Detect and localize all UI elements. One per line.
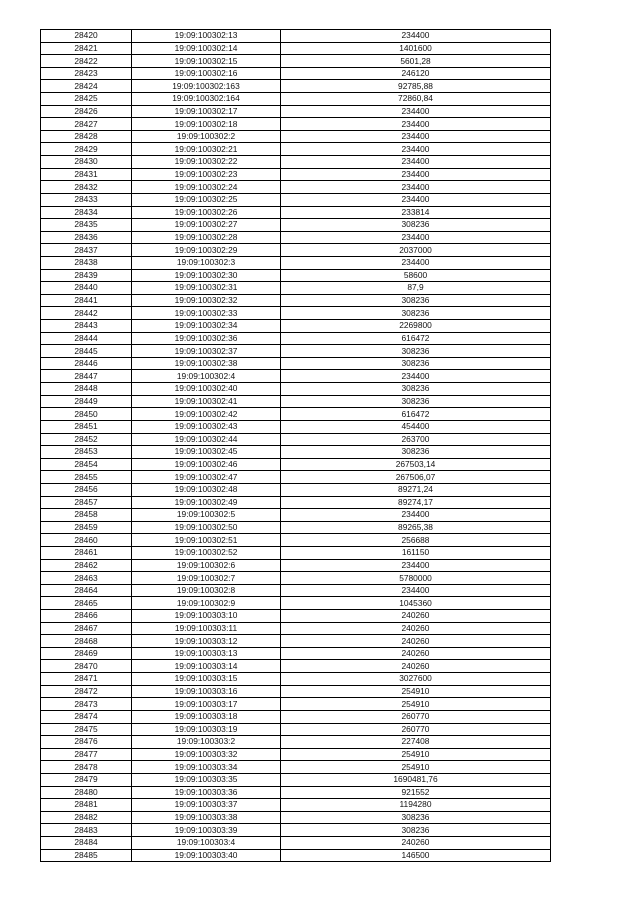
row-number-cell: 28467 bbox=[41, 622, 132, 635]
table-row bbox=[41, 294, 551, 307]
row-number-cell: 28465 bbox=[41, 597, 132, 610]
row-number-cell: 28476 bbox=[41, 736, 132, 749]
row-number-cell: 28444 bbox=[41, 332, 132, 345]
cadastral-number-cell: 19:09:100302:4 bbox=[132, 370, 281, 383]
value-cell: 254910 bbox=[281, 761, 551, 774]
row-number-cell: 28443 bbox=[41, 320, 132, 333]
row-number-cell: 28457 bbox=[41, 496, 132, 509]
value-cell: 308236 bbox=[281, 345, 551, 358]
cadastral-number-cell: 19:09:100302:32 bbox=[132, 294, 281, 307]
row-number-cell: 28453 bbox=[41, 446, 132, 459]
row-number-cell: 28473 bbox=[41, 698, 132, 711]
cadastral-number-cell: 19:09:100303:2 bbox=[132, 736, 281, 749]
table-row bbox=[41, 156, 551, 169]
cadastral-number-cell: 19:09:100303:36 bbox=[132, 786, 281, 799]
row-number-cell: 28448 bbox=[41, 383, 132, 396]
table-row bbox=[41, 395, 551, 408]
table-row bbox=[41, 837, 551, 850]
table-row bbox=[41, 559, 551, 572]
value-cell: 2037000 bbox=[281, 244, 551, 257]
cadastral-number-cell: 19:09:100302:29 bbox=[132, 244, 281, 257]
cadastral-number-cell: 19:09:100302:33 bbox=[132, 307, 281, 320]
cadastral-number-cell: 19:09:100302:45 bbox=[132, 446, 281, 459]
row-number-cell: 28460 bbox=[41, 534, 132, 547]
table-row bbox=[41, 93, 551, 106]
row-number-cell: 28483 bbox=[41, 824, 132, 837]
cadastral-number-cell: 19:09:100302:15 bbox=[132, 55, 281, 68]
table-row bbox=[41, 168, 551, 181]
value-cell: 1194280 bbox=[281, 799, 551, 812]
row-number-cell: 28454 bbox=[41, 458, 132, 471]
cadastral-number-cell: 19:09:100302:43 bbox=[132, 420, 281, 433]
table-row bbox=[41, 345, 551, 358]
value-cell: 616472 bbox=[281, 408, 551, 421]
row-number-cell: 28481 bbox=[41, 799, 132, 812]
row-number-cell: 28450 bbox=[41, 408, 132, 421]
value-cell: 308236 bbox=[281, 811, 551, 824]
cadastral-number-cell: 19:09:100302:6 bbox=[132, 559, 281, 572]
cadastral-number-cell: 19:09:100303:4 bbox=[132, 837, 281, 850]
table-row bbox=[41, 458, 551, 471]
cadastral-number-cell: 19:09:100303:40 bbox=[132, 849, 281, 862]
cadastral-number-cell: 19:09:100302:21 bbox=[132, 143, 281, 156]
value-cell: 308236 bbox=[281, 294, 551, 307]
value-cell: 89271,24 bbox=[281, 483, 551, 496]
row-number-cell: 28480 bbox=[41, 786, 132, 799]
row-number-cell: 28470 bbox=[41, 660, 132, 673]
value-cell: 260770 bbox=[281, 710, 551, 723]
value-cell: 234400 bbox=[281, 231, 551, 244]
cadastral-number-cell: 19:09:100302:26 bbox=[132, 206, 281, 219]
cadastral-number-cell: 19:09:100302:28 bbox=[132, 231, 281, 244]
cadastral-number-cell: 19:09:100302:163 bbox=[132, 80, 281, 93]
row-number-cell: 28421 bbox=[41, 42, 132, 55]
cadastral-number-cell: 19:09:100302:164 bbox=[132, 93, 281, 106]
table-row bbox=[41, 181, 551, 194]
row-number-cell: 28471 bbox=[41, 673, 132, 686]
value-cell: 234400 bbox=[281, 181, 551, 194]
row-number-cell: 28468 bbox=[41, 635, 132, 648]
value-cell: 240260 bbox=[281, 647, 551, 660]
table-row bbox=[41, 244, 551, 257]
table-row bbox=[41, 471, 551, 484]
value-cell: 227408 bbox=[281, 736, 551, 749]
value-cell: 240260 bbox=[281, 622, 551, 635]
cadastral-number-cell: 19:09:100302:40 bbox=[132, 383, 281, 396]
value-cell: 308236 bbox=[281, 824, 551, 837]
cadastral-number-cell: 19:09:100302:50 bbox=[132, 521, 281, 534]
row-number-cell: 28451 bbox=[41, 420, 132, 433]
value-cell: 234400 bbox=[281, 559, 551, 572]
table-row bbox=[41, 307, 551, 320]
value-cell: 92785,88 bbox=[281, 80, 551, 93]
row-number-cell: 28423 bbox=[41, 67, 132, 80]
table-row bbox=[41, 736, 551, 749]
table-row bbox=[41, 383, 551, 396]
value-cell: 234400 bbox=[281, 130, 551, 143]
table-row bbox=[41, 521, 551, 534]
table-row bbox=[41, 206, 551, 219]
value-cell: 254910 bbox=[281, 698, 551, 711]
value-cell: 58600 bbox=[281, 269, 551, 282]
table-row bbox=[41, 761, 551, 774]
cadastral-number-cell: 19:09:100302:9 bbox=[132, 597, 281, 610]
value-cell: 308236 bbox=[281, 395, 551, 408]
cadastral-number-cell: 19:09:100302:51 bbox=[132, 534, 281, 547]
table-row bbox=[41, 357, 551, 370]
row-number-cell: 28436 bbox=[41, 231, 132, 244]
row-number-cell: 28474 bbox=[41, 710, 132, 723]
cadastral-number-cell: 19:09:100303:35 bbox=[132, 773, 281, 786]
cadastral-number-cell: 19:09:100302:37 bbox=[132, 345, 281, 358]
table-row bbox=[41, 496, 551, 509]
value-cell: 234400 bbox=[281, 193, 551, 206]
table-row bbox=[41, 42, 551, 55]
row-number-cell: 28422 bbox=[41, 55, 132, 68]
cadastral-number-cell: 19:09:100302:47 bbox=[132, 471, 281, 484]
value-cell: 233814 bbox=[281, 206, 551, 219]
value-cell: 234400 bbox=[281, 105, 551, 118]
cadastral-number-cell: 19:09:100303:13 bbox=[132, 647, 281, 660]
row-number-cell: 28458 bbox=[41, 509, 132, 522]
value-cell: 246120 bbox=[281, 67, 551, 80]
cadastral-number-cell: 19:09:100302:5 bbox=[132, 509, 281, 522]
row-number-cell: 28464 bbox=[41, 584, 132, 597]
table-row bbox=[41, 572, 551, 585]
cadastral-number-cell: 19:09:100303:32 bbox=[132, 748, 281, 761]
row-number-cell: 28430 bbox=[41, 156, 132, 169]
cadastral-number-cell: 19:09:100302:48 bbox=[132, 483, 281, 496]
cadastral-number-cell: 19:09:100303:17 bbox=[132, 698, 281, 711]
cadastral-number-cell: 19:09:100302:8 bbox=[132, 584, 281, 597]
table-row bbox=[41, 193, 551, 206]
row-number-cell: 28475 bbox=[41, 723, 132, 736]
cadastral-number-cell: 19:09:100302:27 bbox=[132, 219, 281, 232]
cadastral-number-cell: 19:09:100303:18 bbox=[132, 710, 281, 723]
row-number-cell: 28445 bbox=[41, 345, 132, 358]
table-row bbox=[41, 748, 551, 761]
row-number-cell: 28482 bbox=[41, 811, 132, 824]
table-row bbox=[41, 673, 551, 686]
cadastral-number-cell: 19:09:100302:24 bbox=[132, 181, 281, 194]
cadastral-number-cell: 19:09:100302:36 bbox=[132, 332, 281, 345]
row-number-cell: 28455 bbox=[41, 471, 132, 484]
cadastral-number-cell: 19:09:100302:22 bbox=[132, 156, 281, 169]
value-cell: 454400 bbox=[281, 420, 551, 433]
table-row bbox=[41, 647, 551, 660]
cadastral-number-cell: 19:09:100302:17 bbox=[132, 105, 281, 118]
value-cell: 234400 bbox=[281, 118, 551, 131]
cadastral-number-cell: 19:09:100303:14 bbox=[132, 660, 281, 673]
value-cell: 89265,38 bbox=[281, 521, 551, 534]
value-cell: 260770 bbox=[281, 723, 551, 736]
row-number-cell: 28477 bbox=[41, 748, 132, 761]
cadastral-number-cell: 19:09:100302:34 bbox=[132, 320, 281, 333]
value-cell: 3027600 bbox=[281, 673, 551, 686]
cadastral-number-cell: 19:09:100302:7 bbox=[132, 572, 281, 585]
value-cell: 89274,17 bbox=[281, 496, 551, 509]
row-number-cell: 28452 bbox=[41, 433, 132, 446]
value-cell: 2269800 bbox=[281, 320, 551, 333]
value-cell: 87,9 bbox=[281, 282, 551, 295]
value-cell: 308236 bbox=[281, 307, 551, 320]
table-row bbox=[41, 811, 551, 824]
table-row bbox=[41, 219, 551, 232]
table-row bbox=[41, 256, 551, 269]
cadastral-number-cell: 19:09:100302:14 bbox=[132, 42, 281, 55]
value-cell: 616472 bbox=[281, 332, 551, 345]
value-cell: 5780000 bbox=[281, 572, 551, 585]
cadastral-number-cell: 19:09:100302:31 bbox=[132, 282, 281, 295]
value-cell: 256688 bbox=[281, 534, 551, 547]
cadastral-number-cell: 19:09:100302:42 bbox=[132, 408, 281, 421]
table-row bbox=[41, 483, 551, 496]
row-number-cell: 28427 bbox=[41, 118, 132, 131]
row-number-cell: 28456 bbox=[41, 483, 132, 496]
row-number-cell: 28440 bbox=[41, 282, 132, 295]
cadastral-number-cell: 19:09:100302:18 bbox=[132, 118, 281, 131]
cadastral-number-cell: 19:09:100303:12 bbox=[132, 635, 281, 648]
value-cell: 267506,07 bbox=[281, 471, 551, 484]
row-number-cell: 28425 bbox=[41, 93, 132, 106]
value-cell: 161150 bbox=[281, 546, 551, 559]
cadastral-number-cell: 19:09:100302:38 bbox=[132, 357, 281, 370]
row-number-cell: 28428 bbox=[41, 130, 132, 143]
value-cell: 921552 bbox=[281, 786, 551, 799]
cadastral-value-table bbox=[40, 29, 551, 862]
row-number-cell: 28472 bbox=[41, 685, 132, 698]
value-cell: 240260 bbox=[281, 610, 551, 623]
value-cell: 234400 bbox=[281, 256, 551, 269]
table-row bbox=[41, 55, 551, 68]
row-number-cell: 28442 bbox=[41, 307, 132, 320]
value-cell: 240260 bbox=[281, 837, 551, 850]
cadastral-number-cell: 19:09:100303:39 bbox=[132, 824, 281, 837]
table-row bbox=[41, 849, 551, 862]
cadastral-number-cell: 19:09:100303:16 bbox=[132, 685, 281, 698]
row-number-cell: 28426 bbox=[41, 105, 132, 118]
row-number-cell: 28420 bbox=[41, 30, 132, 43]
value-cell: 308236 bbox=[281, 357, 551, 370]
table-row bbox=[41, 698, 551, 711]
row-number-cell: 28431 bbox=[41, 168, 132, 181]
table-row bbox=[41, 773, 551, 786]
cadastral-number-cell: 19:09:100303:37 bbox=[132, 799, 281, 812]
row-number-cell: 28461 bbox=[41, 546, 132, 559]
value-cell: 234400 bbox=[281, 168, 551, 181]
cadastral-number-cell: 19:09:100302:44 bbox=[132, 433, 281, 446]
row-number-cell: 28438 bbox=[41, 256, 132, 269]
value-cell: 146500 bbox=[281, 849, 551, 862]
table-row bbox=[41, 509, 551, 522]
table-row bbox=[41, 320, 551, 333]
table-row bbox=[41, 584, 551, 597]
table-row bbox=[41, 546, 551, 559]
row-number-cell: 28432 bbox=[41, 181, 132, 194]
table-row bbox=[41, 67, 551, 80]
value-cell: 240260 bbox=[281, 635, 551, 648]
value-cell: 234400 bbox=[281, 156, 551, 169]
table-row bbox=[41, 408, 551, 421]
row-number-cell: 28449 bbox=[41, 395, 132, 408]
value-cell: 234400 bbox=[281, 370, 551, 383]
table-row bbox=[41, 597, 551, 610]
table-row bbox=[41, 370, 551, 383]
row-number-cell: 28434 bbox=[41, 206, 132, 219]
value-cell: 1690481,76 bbox=[281, 773, 551, 786]
value-cell: 240260 bbox=[281, 660, 551, 673]
row-number-cell: 28424 bbox=[41, 80, 132, 93]
row-number-cell: 28447 bbox=[41, 370, 132, 383]
value-cell: 254910 bbox=[281, 748, 551, 761]
value-cell: 234400 bbox=[281, 509, 551, 522]
row-number-cell: 28441 bbox=[41, 294, 132, 307]
value-cell: 308236 bbox=[281, 219, 551, 232]
row-number-cell: 28478 bbox=[41, 761, 132, 774]
row-number-cell: 28469 bbox=[41, 647, 132, 660]
row-number-cell: 28484 bbox=[41, 837, 132, 850]
table-row bbox=[41, 30, 551, 43]
cadastral-number-cell: 19:09:100302:2 bbox=[132, 130, 281, 143]
table-row bbox=[41, 282, 551, 295]
row-number-cell: 28459 bbox=[41, 521, 132, 534]
value-cell: 267503,14 bbox=[281, 458, 551, 471]
value-cell: 263700 bbox=[281, 433, 551, 446]
row-number-cell: 28463 bbox=[41, 572, 132, 585]
value-cell: 72860,84 bbox=[281, 93, 551, 106]
cadastral-number-cell: 19:09:100303:38 bbox=[132, 811, 281, 824]
table-row bbox=[41, 231, 551, 244]
value-cell: 308236 bbox=[281, 383, 551, 396]
value-cell: 234400 bbox=[281, 30, 551, 43]
table-row bbox=[41, 685, 551, 698]
value-cell: 234400 bbox=[281, 143, 551, 156]
table-row bbox=[41, 269, 551, 282]
value-cell: 254910 bbox=[281, 685, 551, 698]
row-number-cell: 28462 bbox=[41, 559, 132, 572]
table-row bbox=[41, 660, 551, 673]
value-cell: 234400 bbox=[281, 584, 551, 597]
row-number-cell: 28479 bbox=[41, 773, 132, 786]
cadastral-number-cell: 19:09:100303:19 bbox=[132, 723, 281, 736]
table-row bbox=[41, 332, 551, 345]
cadastral-number-cell: 19:09:100302:52 bbox=[132, 546, 281, 559]
cadastral-number-cell: 19:09:100303:15 bbox=[132, 673, 281, 686]
table-row bbox=[41, 80, 551, 93]
table-row bbox=[41, 610, 551, 623]
row-number-cell: 28429 bbox=[41, 143, 132, 156]
cadastral-number-cell: 19:09:100302:30 bbox=[132, 269, 281, 282]
table-row bbox=[41, 635, 551, 648]
row-number-cell: 28446 bbox=[41, 357, 132, 370]
table-row bbox=[41, 118, 551, 131]
cadastral-number-cell: 19:09:100302:3 bbox=[132, 256, 281, 269]
cadastral-number-cell: 19:09:100303:10 bbox=[132, 610, 281, 623]
value-cell: 1045360 bbox=[281, 597, 551, 610]
cadastral-number-cell: 19:09:100302:49 bbox=[132, 496, 281, 509]
table-row bbox=[41, 130, 551, 143]
row-number-cell: 28437 bbox=[41, 244, 132, 257]
cadastral-number-cell: 19:09:100302:46 bbox=[132, 458, 281, 471]
value-cell: 308236 bbox=[281, 446, 551, 459]
cadastral-number-cell: 19:09:100303:34 bbox=[132, 761, 281, 774]
cadastral-number-cell: 19:09:100303:11 bbox=[132, 622, 281, 635]
table-row bbox=[41, 105, 551, 118]
row-number-cell: 28439 bbox=[41, 269, 132, 282]
row-number-cell: 28485 bbox=[41, 849, 132, 862]
table-row bbox=[41, 420, 551, 433]
table-row bbox=[41, 786, 551, 799]
row-number-cell: 28435 bbox=[41, 219, 132, 232]
cadastral-number-cell: 19:09:100302:41 bbox=[132, 395, 281, 408]
cadastral-number-cell: 19:09:100302:16 bbox=[132, 67, 281, 80]
table-row bbox=[41, 534, 551, 547]
table-row bbox=[41, 799, 551, 812]
cadastral-number-cell: 19:09:100302:25 bbox=[132, 193, 281, 206]
table-body bbox=[41, 30, 551, 862]
row-number-cell: 28466 bbox=[41, 610, 132, 623]
table-row bbox=[41, 710, 551, 723]
table-row bbox=[41, 824, 551, 837]
table-row bbox=[41, 143, 551, 156]
cadastral-number-cell: 19:09:100302:23 bbox=[132, 168, 281, 181]
table-row bbox=[41, 622, 551, 635]
cadastral-number-cell: 19:09:100302:13 bbox=[132, 30, 281, 43]
table-row bbox=[41, 433, 551, 446]
table-row bbox=[41, 723, 551, 736]
value-cell: 1401600 bbox=[281, 42, 551, 55]
value-cell: 5601,28 bbox=[281, 55, 551, 68]
table-row bbox=[41, 446, 551, 459]
row-number-cell: 28433 bbox=[41, 193, 132, 206]
